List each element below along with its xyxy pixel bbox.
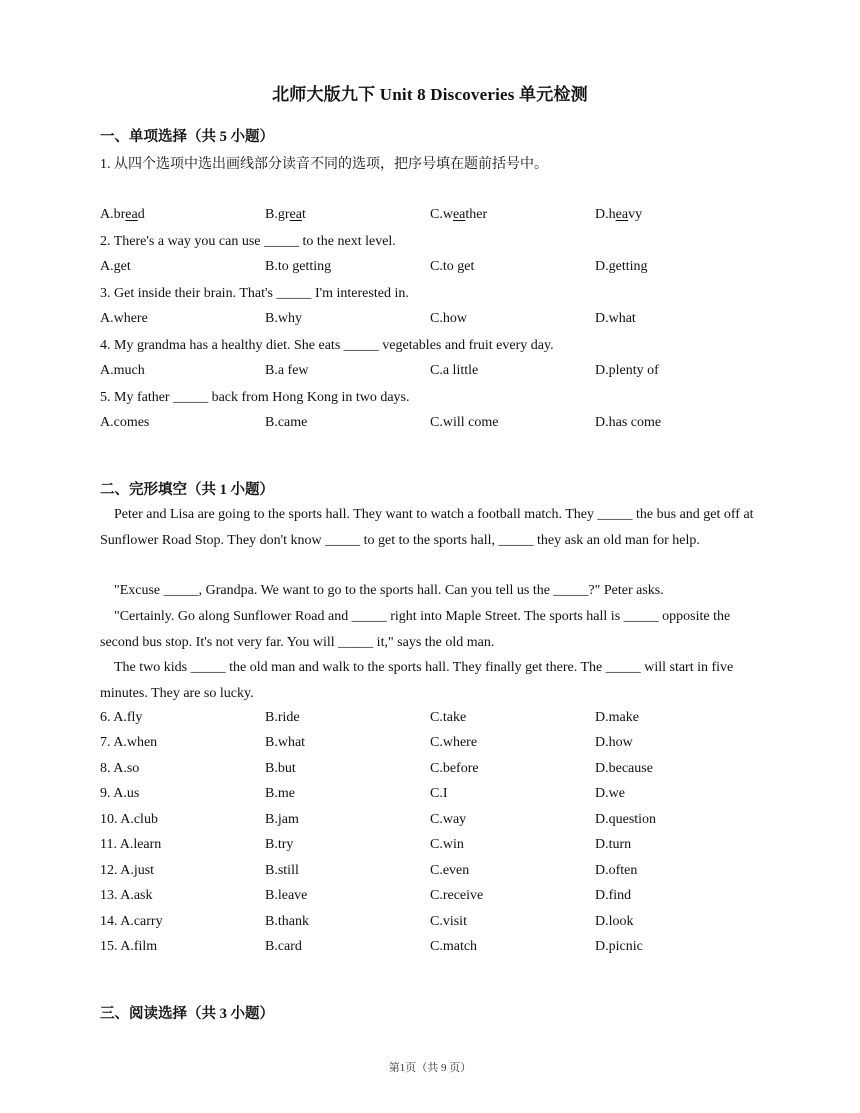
option-d: D.question	[595, 811, 657, 827]
section-heading-reading: 三、阅读选择（共 3 小题）	[100, 1006, 274, 1022]
option-b: B.leave	[265, 888, 308, 904]
option-d: D.heavy	[595, 207, 643, 222]
question-5-stem: 5. My father _____ back from Hong Kong in two days.	[100, 390, 410, 405]
cloze-question-8-options	[100, 761, 780, 781]
option-a: A.get	[100, 259, 131, 274]
cloze-paragraph-1: Peter and Lisa are going to the sports hall. They want to watch a football match. They _____ the bus and get off at Sunflower Road Stop. They don't know _____ to get to the sports hall, _____ they ask an old man for help.	[100, 507, 754, 548]
option-a: 7. A.when	[100, 735, 158, 751]
cloze-question-10-options	[100, 812, 780, 832]
option-d: D.often	[595, 862, 638, 878]
option-a: 6. A.fly	[100, 710, 143, 725]
option-b: B.great	[265, 207, 306, 222]
option-d: D.plenty of	[595, 363, 659, 378]
question-1-stem: 1. 从四个选项中选出画线部分读音不同的选项，把序号填在题前括号中。	[100, 157, 548, 172]
option-b: B.ride	[265, 710, 300, 725]
cloze-question-12-options	[100, 863, 780, 883]
option-a: 12. A.just	[100, 862, 155, 878]
question-3-stem: 3. Get inside their brain. That's _____ I'm interested in.	[100, 286, 409, 301]
cloze-question-9-options	[100, 786, 780, 806]
option-d: D.picnic	[595, 939, 643, 955]
option-b: B.jam	[265, 811, 299, 827]
option-b: B.still	[265, 862, 299, 878]
question-4-stem: 4. My grandma has a healthy diet. She eats _____ vegetables and fruit every day.	[100, 338, 554, 353]
option-c: C.will come	[430, 415, 499, 430]
option-a: 15. A.film	[100, 939, 158, 955]
cloze-paragraph-4: The two kids _____ the old man and walk to the sports hall. They finally get there. The _____ will start in five minutes. They are so lucky.	[100, 660, 734, 701]
cloze-question-13-options	[100, 888, 780, 908]
option-a: 14. A.carry	[100, 913, 163, 929]
option-c: C.how	[430, 311, 467, 326]
option-c: C.to get	[430, 259, 475, 274]
cloze-paragraph-3: "Certainly. Go along Sunflower Road and _____ right into Maple Street. The sports hall is _____ opposite the second bus stop. It's not very far. You will _____ it," says the old man.	[100, 609, 731, 650]
option-c: C.take	[430, 710, 467, 725]
option-a: 13. A.ask	[100, 888, 153, 904]
page-footer: 第1页（共 9 页）	[388, 1062, 472, 1074]
question-3-options	[100, 311, 780, 331]
option-a: 8. A.so	[100, 760, 140, 776]
option-d: D.because	[595, 760, 653, 776]
option-c: C.before	[430, 760, 479, 776]
option-b: B.me	[265, 786, 295, 802]
option-a: A.bread	[100, 207, 145, 222]
option-c: C.where	[430, 735, 478, 751]
question-2-options	[100, 259, 780, 279]
option-b: B.a few	[265, 363, 309, 378]
question-1-options	[100, 207, 780, 227]
option-a: 10. A.club	[100, 811, 158, 827]
option-d: D.look	[595, 913, 634, 929]
option-a: A.where	[100, 311, 148, 326]
option-a: 11. A.learn	[100, 837, 162, 853]
option-a: 9. A.us	[100, 786, 140, 802]
option-a: A.much	[100, 363, 145, 378]
cloze-question-7-options	[100, 735, 780, 755]
option-d: D.find	[595, 888, 632, 904]
option-c: C.I	[430, 786, 448, 802]
option-c: C.way	[430, 811, 467, 827]
option-d: D.has come	[595, 415, 662, 430]
cloze-paragraph-2: "Excuse _____, Grandpa. We want to go to the sports hall. Can you tell us the _____?" Peter asks.	[114, 583, 664, 598]
section-heading-cloze: 二、完形填空（共 1 小题）	[100, 482, 274, 498]
option-c: C.weather	[430, 207, 488, 222]
option-b: B.to getting	[265, 259, 332, 274]
question-5-options	[100, 415, 780, 435]
option-c: C.a little	[430, 363, 479, 378]
option-d: D.make	[595, 710, 639, 725]
option-b: B.card	[265, 939, 302, 955]
cloze-question-11-options	[100, 837, 780, 857]
cloze-question-6-options	[100, 710, 780, 730]
option-c: C.match	[430, 939, 478, 955]
page-title: 北师大版九下 Unit 8 Discoveries 单元检测	[272, 85, 588, 104]
option-b: B.thank	[265, 913, 309, 929]
option-b: B.what	[265, 735, 306, 751]
cloze-question-14-options	[100, 914, 780, 934]
question-4-options	[100, 363, 780, 383]
option-d: D.getting	[595, 259, 648, 274]
option-d: D.turn	[595, 837, 632, 853]
option-c: C.even	[430, 862, 470, 878]
option-a: A.comes	[100, 415, 150, 430]
option-c: C.receive	[430, 888, 484, 904]
option-b: B.try	[265, 837, 294, 853]
option-d: D.we	[595, 786, 625, 802]
cloze-question-15-options	[100, 939, 780, 959]
option-d: D.how	[595, 735, 633, 751]
section-heading-single-choice: 一、单项选择（共 5 小题）	[100, 129, 274, 145]
option-c: C.visit	[430, 913, 467, 929]
option-b: B.came	[265, 415, 308, 430]
option-d: D.what	[595, 311, 636, 326]
option-b: B.why	[265, 311, 302, 326]
option-c: C.win	[430, 837, 464, 853]
question-2-stem: 2. There's a way you can use _____ to the next level.	[100, 234, 396, 249]
option-b: B.but	[265, 760, 296, 776]
